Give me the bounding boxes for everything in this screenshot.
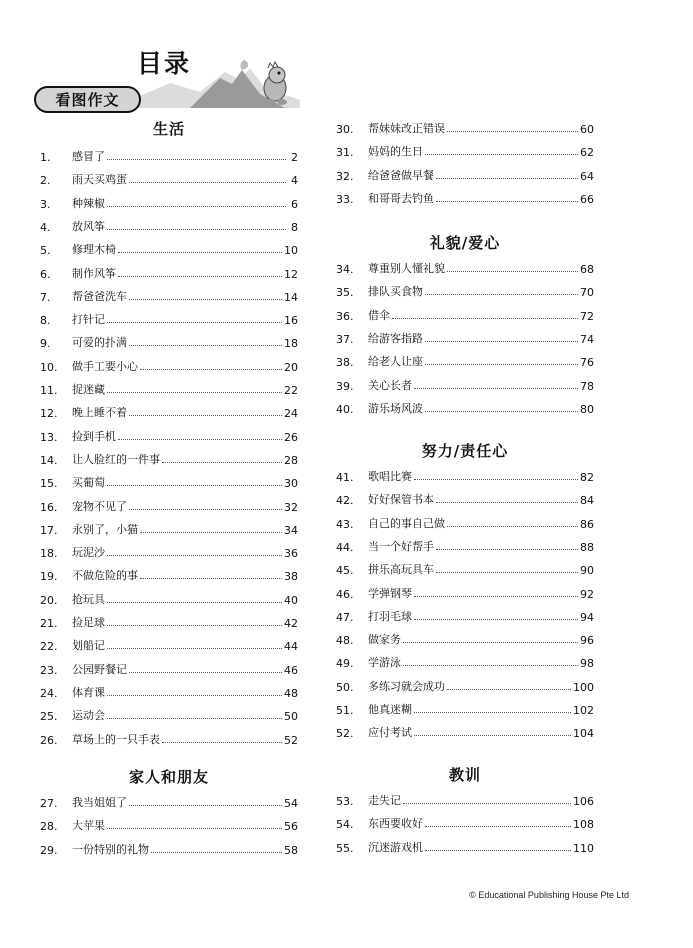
dot-leader xyxy=(129,344,282,346)
entry-title: 妈妈的生日 xyxy=(368,145,423,159)
toc-entry[interactable] xyxy=(336,676,594,694)
dot-leader xyxy=(107,484,282,486)
dot-leader xyxy=(414,734,571,736)
entry-page-number: 62 xyxy=(580,146,594,160)
toc-entry[interactable] xyxy=(40,542,298,560)
entry-page-number: 102 xyxy=(573,704,594,717)
entry-title: 草场上的一只手表 xyxy=(72,732,160,746)
entry-number: 11. xyxy=(40,384,58,397)
entry-page-number: 24 xyxy=(284,407,298,421)
entry-number: 39. xyxy=(336,379,354,393)
toc-entry[interactable] xyxy=(336,583,594,601)
entry-page-number: 64 xyxy=(580,169,594,183)
dot-leader xyxy=(414,595,578,597)
entry-title: 永别了，小猫 xyxy=(72,522,138,536)
dot-leader xyxy=(129,508,282,510)
dot-leader xyxy=(436,571,578,573)
entry-number: 13. xyxy=(40,430,58,444)
entry-number: 17. xyxy=(40,523,58,537)
entry-number: 33. xyxy=(336,192,354,206)
entry-page-number: 44 xyxy=(284,640,298,654)
entry-title: 当一个好帮手 xyxy=(368,539,434,553)
entry-title: 做手工要小心 xyxy=(72,359,138,373)
entry-page-number: 70 xyxy=(580,286,594,300)
entry-title: 放风筝 xyxy=(72,219,105,233)
dot-leader xyxy=(436,200,578,202)
entry-number: 31. xyxy=(336,146,354,160)
dot-leader xyxy=(129,671,282,673)
entry-title: 可爱的扑满 xyxy=(72,336,127,350)
dot-leader xyxy=(425,410,578,412)
entry-title: 学弹钢琴 xyxy=(368,586,412,600)
entry-page-number: 10 xyxy=(284,244,298,258)
entry-title: 体育课 xyxy=(72,685,105,699)
entry-page-number: 74 xyxy=(580,332,594,346)
dot-leader xyxy=(129,181,286,183)
dot-leader xyxy=(447,688,571,690)
entry-title: 大苹果 xyxy=(72,819,105,833)
toc-entry[interactable] xyxy=(40,496,298,514)
entry-page-number: 68 xyxy=(580,263,594,276)
toc-entry[interactable] xyxy=(336,466,594,484)
entry-title: 自己的事自己做 xyxy=(368,516,445,530)
dot-leader xyxy=(447,525,578,527)
entry-page-number: 18 xyxy=(284,337,298,351)
dot-leader xyxy=(436,177,578,179)
section-heading: 家人和朋友 xyxy=(128,768,209,786)
entry-title: 关心长者 xyxy=(368,378,412,392)
entry-number: 46. xyxy=(336,587,354,601)
section-heading: 礼貌/爱心 xyxy=(429,234,501,252)
entry-number: 50. xyxy=(336,680,354,694)
toc-entry[interactable] xyxy=(336,328,594,346)
dot-leader xyxy=(107,601,282,603)
entry-page-number: 26 xyxy=(284,430,298,444)
toc-entry[interactable] xyxy=(40,169,298,187)
dot-leader xyxy=(414,618,578,620)
entry-page-number: 4 xyxy=(291,174,298,188)
toc-entry[interactable] xyxy=(40,356,298,374)
dot-leader xyxy=(107,391,282,393)
entry-title: 给爸爸做早餐 xyxy=(368,168,434,182)
entry-page-number: 60 xyxy=(580,123,594,136)
entry-title: 和哥哥去钓鱼 xyxy=(368,191,434,205)
entry-page-number: 50 xyxy=(284,710,298,724)
toc-entry[interactable] xyxy=(40,263,298,281)
entry-number: 10. xyxy=(40,360,58,374)
entry-title: 给游客指路 xyxy=(368,331,423,345)
entry-number: 14. xyxy=(40,453,58,467)
entry-title: 种辣椒 xyxy=(72,196,105,210)
entry-page-number: 38 xyxy=(284,570,298,584)
dot-leader xyxy=(107,717,282,719)
entry-number: 38. xyxy=(336,356,354,370)
toc-entry[interactable] xyxy=(336,375,594,393)
toc-entry[interactable] xyxy=(40,815,298,833)
entry-page-number: 48 xyxy=(284,686,298,700)
entry-page-number: 110 xyxy=(573,841,594,855)
entry-number: 25. xyxy=(40,710,58,724)
entry-number: 48. xyxy=(336,634,354,648)
entry-title: 雨天买鸡蛋 xyxy=(72,173,127,187)
toc-entry[interactable] xyxy=(40,635,298,653)
entry-title: 修理木椅 xyxy=(72,243,116,257)
entry-number: 45. xyxy=(336,564,354,578)
entry-number: 23. xyxy=(40,663,58,677)
entry-page-number: 28 xyxy=(284,453,298,467)
dot-leader xyxy=(425,849,571,851)
entry-number: 49. xyxy=(336,657,354,671)
entry-page-number: 46 xyxy=(284,663,298,677)
entry-page-number: 76 xyxy=(580,356,594,370)
entry-title: 走失记 xyxy=(368,794,401,807)
entry-page-number: 16 xyxy=(284,314,298,328)
toc-entry[interactable] xyxy=(336,559,594,577)
toc-entry[interactable] xyxy=(40,565,298,583)
entry-title: 学游泳 xyxy=(368,656,401,670)
entry-page-number: 52 xyxy=(284,733,298,747)
entry-number: 27. xyxy=(40,797,58,810)
entry-title: 歌唱比赛 xyxy=(368,470,412,483)
entry-number: 5. xyxy=(40,244,51,258)
entry-number: 20. xyxy=(40,593,58,607)
dot-leader xyxy=(107,321,282,323)
entry-page-number: 98 xyxy=(580,657,594,671)
entry-page-number: 96 xyxy=(580,634,594,648)
dot-leader xyxy=(118,251,282,253)
entry-page-number: 56 xyxy=(284,820,298,834)
entry-title: 游乐场风波 xyxy=(368,401,423,415)
entry-page-number: 20 xyxy=(284,360,298,374)
page-title: 目录 xyxy=(137,49,192,78)
dot-leader xyxy=(414,711,571,713)
toc-entry[interactable] xyxy=(336,652,594,670)
toc-entry[interactable] xyxy=(336,629,594,647)
toc-entry[interactable] xyxy=(40,682,298,700)
entry-number: 15. xyxy=(40,477,58,491)
dot-leader xyxy=(436,548,578,550)
entry-number: 41. xyxy=(336,471,354,484)
dot-leader xyxy=(118,438,282,440)
dot-leader xyxy=(107,228,286,230)
entry-number: 29. xyxy=(40,843,58,857)
entry-title: 他真迷糊 xyxy=(368,703,412,716)
dot-leader xyxy=(129,298,282,300)
entry-number: 36. xyxy=(336,309,354,323)
entry-page-number: 88 xyxy=(580,540,594,554)
entry-title: 尊重别人懂礼貌 xyxy=(368,262,445,275)
entry-number: 54. xyxy=(336,818,354,832)
dot-leader xyxy=(425,363,578,365)
entry-number: 4. xyxy=(40,220,51,234)
entry-number: 21. xyxy=(40,617,58,630)
entry-number: 35. xyxy=(336,286,354,300)
entry-number: 19. xyxy=(40,570,58,584)
dot-leader xyxy=(107,647,282,649)
entry-number: 2. xyxy=(40,174,51,188)
entry-title: 让人脸红的一件事 xyxy=(72,452,160,466)
entry-page-number: 8 xyxy=(291,220,298,234)
entry-number: 47. xyxy=(336,610,354,624)
entry-page-number: 30 xyxy=(284,477,298,491)
entry-number: 6. xyxy=(40,267,51,281)
entry-number: 51. xyxy=(336,704,354,717)
entry-page-number: 6 xyxy=(291,197,298,211)
toc-entry[interactable] xyxy=(40,332,298,350)
dot-leader xyxy=(425,340,578,342)
entry-page-number: 108 xyxy=(573,818,594,832)
toc-entry[interactable] xyxy=(336,837,594,855)
toc-entry[interactable] xyxy=(40,729,298,747)
entry-number: 53. xyxy=(336,795,354,808)
entry-number: 9. xyxy=(40,337,51,351)
entry-page-number: 86 xyxy=(580,517,594,531)
dot-leader xyxy=(425,293,578,295)
dot-leader xyxy=(403,641,578,643)
entry-page-number: 94 xyxy=(580,610,594,624)
entry-number: 1. xyxy=(40,151,51,164)
entry-number: 52. xyxy=(336,727,354,741)
section-heading: 生活 xyxy=(152,120,185,138)
toc-entry[interactable] xyxy=(336,699,594,717)
dot-leader xyxy=(107,554,282,556)
dot-leader xyxy=(425,825,571,827)
toc-entry[interactable] xyxy=(336,141,594,159)
entry-number: 26. xyxy=(40,733,58,747)
section-heading: 努力/责任心 xyxy=(421,442,509,460)
entry-title: 拼乐高玩具车 xyxy=(368,563,434,577)
entry-page-number: 12 xyxy=(284,267,298,281)
toc-entry[interactable] xyxy=(40,472,298,490)
entry-title: 打羽毛球 xyxy=(368,609,412,623)
entry-number: 12. xyxy=(40,407,58,421)
toc-entry[interactable] xyxy=(40,402,298,420)
entry-number: 18. xyxy=(40,547,58,561)
dot-leader xyxy=(151,851,282,853)
dot-leader xyxy=(107,827,282,829)
dot-leader xyxy=(107,694,282,696)
entry-page-number: 80 xyxy=(580,402,594,416)
entry-number: 43. xyxy=(336,517,354,531)
entry-page-number: 14 xyxy=(284,290,298,304)
entry-page-number: 40 xyxy=(284,593,298,607)
dot-leader xyxy=(140,368,282,370)
entry-title: 晚上睡不着 xyxy=(72,406,127,420)
entry-title: 不做危险的事 xyxy=(72,569,138,583)
toc-entry[interactable] xyxy=(40,612,298,630)
toc-entry[interactable] xyxy=(40,216,298,234)
dot-leader xyxy=(414,387,578,389)
toc-entry[interactable] xyxy=(40,379,298,397)
toc-entry[interactable] xyxy=(336,281,594,299)
entry-title: 打针记 xyxy=(72,313,105,327)
toc-entry[interactable] xyxy=(336,305,594,323)
toc-entry[interactable] xyxy=(40,426,298,444)
entry-number: 42. xyxy=(336,494,354,508)
entry-title: 抢玩具 xyxy=(72,592,105,606)
entry-title: 给老人让座 xyxy=(368,355,423,369)
entry-title: 东西要收好 xyxy=(368,817,423,831)
entry-number: 37. xyxy=(336,332,354,346)
toc-entry[interactable] xyxy=(336,258,594,276)
toc-entry[interactable] xyxy=(40,193,298,211)
toc-entry[interactable] xyxy=(40,792,298,810)
toc-entry[interactable] xyxy=(40,309,298,327)
entry-number: 3. xyxy=(40,197,51,211)
toc-entry[interactable] xyxy=(336,118,594,136)
entry-title: 排队买食物 xyxy=(368,285,423,299)
dot-leader xyxy=(107,624,282,626)
dot-leader xyxy=(447,130,578,132)
entry-title: 捡足球 xyxy=(72,616,105,629)
entry-number: 34. xyxy=(336,263,354,276)
entry-title: 帮妹妹改正错误 xyxy=(368,122,445,135)
toc-entry[interactable] xyxy=(40,589,298,607)
toc-entry[interactable] xyxy=(40,146,298,164)
entry-title: 一份特别的礼物 xyxy=(72,842,149,856)
dot-leader xyxy=(107,158,286,160)
entry-page-number: 34 xyxy=(284,523,298,537)
toc-entry[interactable] xyxy=(40,286,298,304)
entry-title: 借伞 xyxy=(368,308,390,322)
toc-entry[interactable] xyxy=(40,659,298,677)
entry-title: 公园野餐记 xyxy=(72,662,127,676)
entry-title: 买葡萄 xyxy=(72,476,105,490)
entry-number: 8. xyxy=(40,314,51,328)
copyright-notice: © Educational Publishing House Pte Ltd xyxy=(469,890,629,900)
entry-number: 55. xyxy=(336,841,354,855)
entry-page-number: 90 xyxy=(580,564,594,578)
entry-title: 运动会 xyxy=(72,709,105,723)
entry-page-number: 54 xyxy=(284,797,298,810)
entry-title: 捉迷藏 xyxy=(72,383,105,396)
toc-entry[interactable] xyxy=(336,790,594,808)
dot-leader xyxy=(403,802,571,804)
entry-title: 多练习就会成功 xyxy=(368,679,445,693)
toc-entry[interactable] xyxy=(336,606,594,624)
dot-leader xyxy=(107,205,286,207)
entry-title: 感冒了 xyxy=(72,150,105,163)
toc-entry[interactable] xyxy=(336,351,594,369)
toc-entry[interactable] xyxy=(336,165,594,183)
toc-entry[interactable] xyxy=(336,489,594,507)
dot-leader xyxy=(447,270,578,272)
entry-page-number: 92 xyxy=(580,587,594,601)
entry-page-number: 22 xyxy=(284,384,298,397)
entry-number: 7. xyxy=(40,290,51,304)
entry-page-number: 42 xyxy=(284,617,298,630)
toc-entry[interactable] xyxy=(40,449,298,467)
dot-leader xyxy=(392,317,578,319)
section-badge: 看图作文 xyxy=(34,86,141,113)
entry-title: 宠物不见了 xyxy=(72,499,127,513)
entry-number: 30. xyxy=(336,123,354,136)
dot-leader xyxy=(140,531,282,533)
dot-leader xyxy=(162,741,282,743)
entry-page-number: 72 xyxy=(580,309,594,323)
entry-title: 捡到手机 xyxy=(72,429,116,443)
dot-leader xyxy=(129,804,282,806)
dot-leader xyxy=(140,577,282,579)
dot-leader xyxy=(162,461,282,463)
dot-leader xyxy=(403,664,578,666)
entry-title: 制作风筝 xyxy=(72,266,116,280)
entry-title: 玩泥沙 xyxy=(72,546,105,560)
toc-entry[interactable] xyxy=(336,188,594,206)
toc-entry[interactable] xyxy=(336,398,594,416)
dot-leader xyxy=(414,478,578,480)
entry-number: 22. xyxy=(40,640,58,654)
entry-title: 我当姐姐了 xyxy=(72,796,127,809)
entry-title: 好好保管书本 xyxy=(368,493,434,507)
toc-entry[interactable] xyxy=(40,705,298,723)
entry-page-number: 2 xyxy=(291,151,298,164)
entry-page-number: 100 xyxy=(573,680,594,694)
entry-title: 做家务 xyxy=(368,633,401,647)
entry-number: 32. xyxy=(336,169,354,183)
dot-leader xyxy=(118,275,282,277)
dot-leader xyxy=(425,153,578,155)
toc-entry[interactable] xyxy=(40,839,298,857)
entry-page-number: 78 xyxy=(580,379,594,393)
entry-page-number: 58 xyxy=(284,843,298,857)
entry-page-number: 84 xyxy=(580,494,594,508)
dot-leader xyxy=(129,414,282,416)
toc-entry[interactable] xyxy=(40,239,298,257)
toc-entry[interactable] xyxy=(40,519,298,537)
entry-number: 16. xyxy=(40,500,58,514)
entry-number: 44. xyxy=(336,540,354,554)
entry-page-number: 36 xyxy=(284,547,298,561)
entry-page-number: 104 xyxy=(573,727,594,741)
entry-page-number: 66 xyxy=(580,192,594,206)
entry-number: 24. xyxy=(40,686,58,700)
entry-number: 28. xyxy=(40,820,58,834)
entry-page-number: 32 xyxy=(284,500,298,514)
entry-title: 沉迷游戏机 xyxy=(368,840,423,854)
entry-page-number: 106 xyxy=(573,795,594,808)
dot-leader xyxy=(436,501,578,503)
toc-entry[interactable] xyxy=(336,813,594,831)
entry-title: 帮爸爸洗车 xyxy=(72,289,127,303)
entry-title: 应付考试 xyxy=(368,726,412,740)
section-heading: 教训 xyxy=(448,766,481,784)
toc-entry[interactable] xyxy=(336,536,594,554)
entry-page-number: 82 xyxy=(580,471,594,484)
entry-number: 40. xyxy=(336,402,354,416)
toc-entry[interactable] xyxy=(336,722,594,740)
entry-title: 划船记 xyxy=(72,639,105,653)
toc-entry[interactable] xyxy=(336,513,594,531)
